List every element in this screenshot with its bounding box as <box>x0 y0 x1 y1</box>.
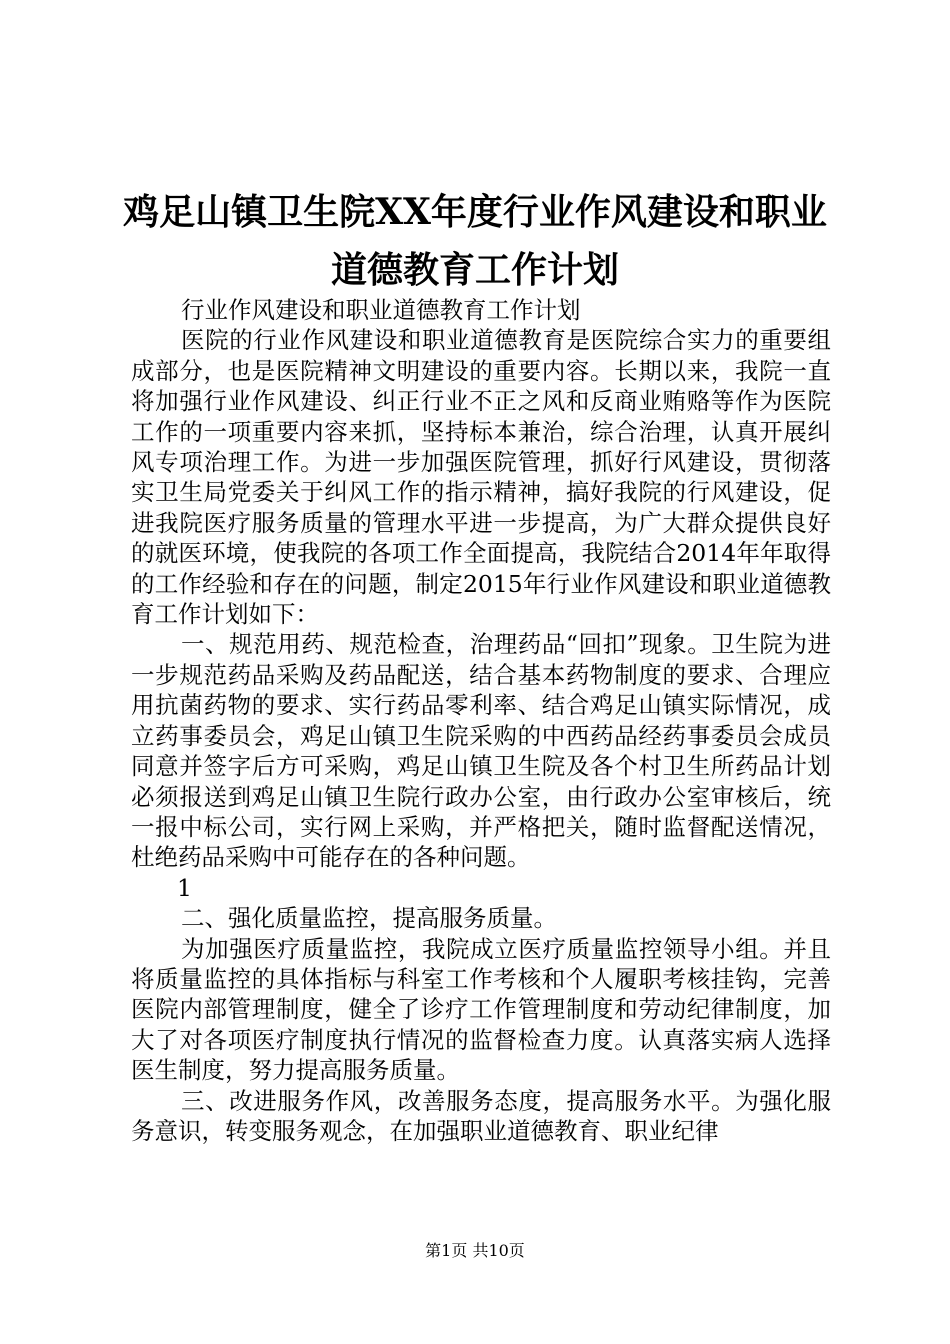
subtitle-paragraph: 行业作风建设和职业道德教育工作计划 <box>181 296 581 324</box>
document-title-line-1: 鸡足山镇卫生院XX年度行业作风建设和职业 <box>123 191 827 233</box>
inline-page-number: 1 <box>177 873 192 902</box>
section-2-heading: 二、强化质量监控，提高服务质量。 <box>181 904 557 933</box>
section-1-paragraph: 一、规范用药、规范检查，治理药品“回扣”现象。卫生院为进一步规范药品采购及药品配送，结合基本药物制度的要求、合理应用抗菌药物的要求、实行药品零利率、结合鸡足山镇实际情况，成立药事委员会，鸡足山镇卫生院采购的中西药品经药事委员会成员同意并签字后方可采购，鸡足山镇卫生院及各个村卫生所药品计划必须报送到鸡足山镇卫生院行政办公室，由行政办公室审核后，统一报中标公司，实行网上采购，并严格把关，随时监督配送情况，杜绝药品采购中可能存在的各种问题。 <box>131 630 831 872</box>
document-title-line-2: 道德教育工作计划 <box>330 249 619 291</box>
section-2-paragraph: 为加强医疗质量监控，我院成立医疗质量监控领导小组。并且将质量监控的具体指标与科室工作考核和个人履职考核挂钩，完善医院内部管理制度，健全了诊疗工作管理制度和劳动纪律制度，加大了对各项医疗制度执行情况的监督检查力度。认真落实病人选择医生制度，努力提高服务质量。 <box>131 934 831 1085</box>
section-3-paragraph: 三、改进服务作风，改善服务态度，提高服务水平。为强化服务意识，转变服务观念，在加强职业道德教育、职业纪律 <box>131 1086 831 1145</box>
page-footer: 第1页 共10页 <box>425 1241 525 1260</box>
document-body <box>131 295 831 1146</box>
intro-paragraph: 医院的行业作风建设和职业道德教育是医院综合实力的重要组成部分，也是医院精神文明建设的重要内容。长期以来，我院一直将加强行业作风建设、纠正行业不正之风和反商业贿赂等作为医院工作的一项重要内容来抓，坚持标本兼治，综合治理，认真开展纠风专项治理工作。为进一步加强医院管理，抓好行风建设，贯彻落实卫生局党委关于纠风工作的指示精神，搞好我院的行风建设，促进我院医疗服务质量的管理水平进一步提高，为广大群众提供良好的就医环境，使我院的各项工作全面提高，我院结合2014年年取得的工作经验和存在的问题，制定2015年行业作风建设和职业道德教育工作计划如下： <box>131 326 831 629</box>
